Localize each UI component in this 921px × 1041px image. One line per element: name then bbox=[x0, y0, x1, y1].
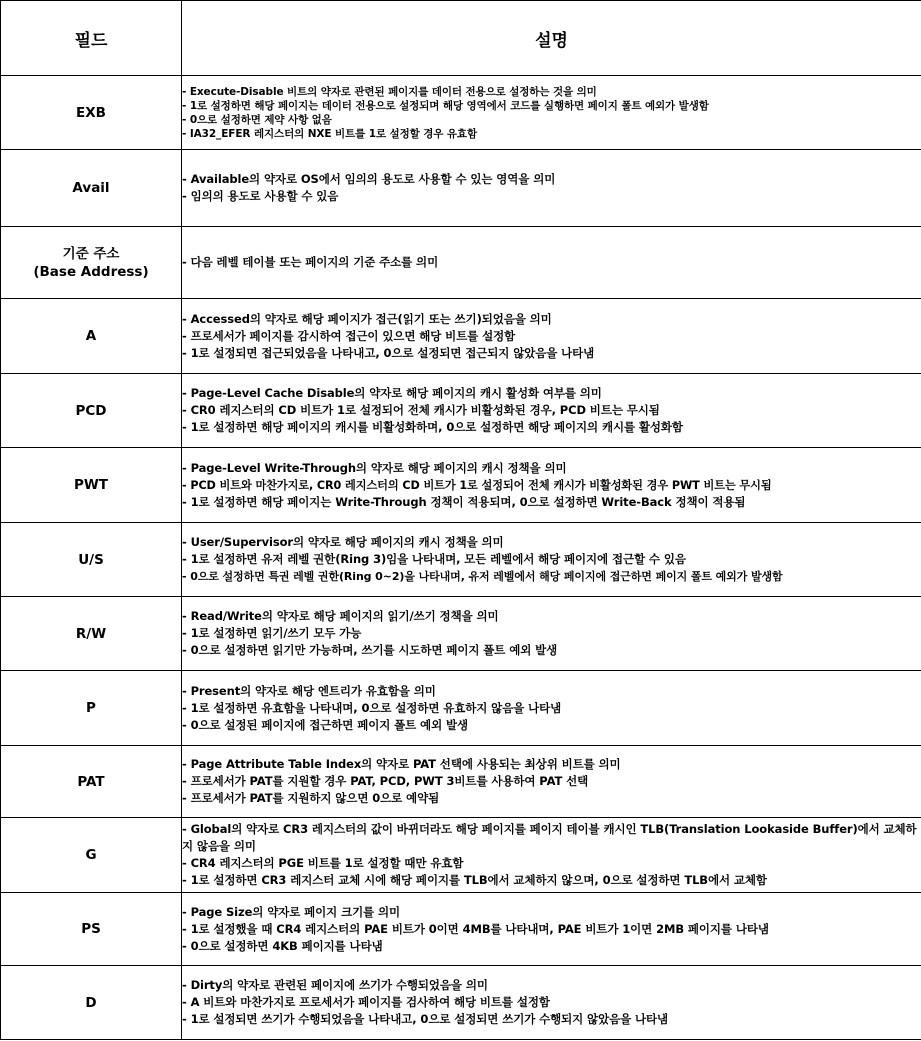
description-line: - 프로세서가 페이지를 감시하여 접근이 있으면 해당 비트를 설정함 bbox=[182, 328, 516, 343]
field-description bbox=[182, 227, 921, 299]
field-description bbox=[182, 746, 921, 818]
field-name-text: PAT bbox=[77, 773, 105, 790]
field-description bbox=[182, 299, 921, 374]
table-row-pat bbox=[1, 746, 921, 818]
table-row-ps bbox=[1, 893, 921, 966]
field-name-text: G bbox=[85, 847, 97, 863]
header-row bbox=[1, 1, 921, 76]
table-row-p bbox=[1, 671, 921, 746]
field-name-text: PWT bbox=[74, 477, 108, 493]
field-description bbox=[182, 523, 921, 597]
field-description bbox=[182, 448, 921, 523]
description-line: - 1로 설정하면 CR3 레지스터 교체 시에 해당 페이지를 TLB에서 교체하지 않으며, 0으로 설정하면 TLB에서 교체함 bbox=[182, 873, 767, 887]
description-line: - Global의 약자로 CR3 레지스터의 값이 바뀌더라도 해당 페이지를 페이지 테이블 캐시인 TLB(Translation Lookaside Buffer)에서 교체하지 않음을 의미 bbox=[182, 822, 917, 853]
field-name bbox=[1, 597, 182, 671]
field-name-text: PS bbox=[81, 921, 101, 937]
description-line: - User/Supervisor의 약자로 해당 페이지의 캐시 정책을 의미 bbox=[182, 535, 504, 549]
description-line: - Execute-Disable 비트의 약자로 관련된 페이지를 데이터 전용으로 설정하는 것을 의미 bbox=[182, 85, 597, 98]
table-row-g bbox=[1, 818, 921, 893]
field-description bbox=[182, 671, 921, 746]
description-line: - 1로 설정되면 접근되었음을 나타내고, 0으로 설정되면 접근되지 않았음을 나타냄 bbox=[182, 345, 595, 360]
header-description: 설명 bbox=[182, 1, 921, 76]
description-line: - 1로 설정되면 쓰기가 수행되었음을 나타내고, 0으로 설정되면 쓰기가 수행되지 않았음을 나타냄 bbox=[182, 1012, 669, 1026]
table-row-avail bbox=[1, 150, 921, 227]
description-line: - IA32_EFER 레지스터의 NXE 비트를 1로 설정할 경우 유효함 bbox=[182, 127, 477, 140]
description-line: - 1로 설정하면 유저 레벨 권한(Ring 3)임을 나타내며, 모든 레벨에서 해당 페이지에 접근할 수 있음 bbox=[182, 552, 686, 566]
field-name bbox=[1, 966, 182, 1040]
description-line: - 0으로 설정하면 특권 레벨 권한(Ring 0~2)을 나타내며, 유저 레벨에서 해당 페이지에 접근하면 페이지 폴트 예외가 발생함 bbox=[182, 570, 783, 583]
field-description bbox=[182, 76, 921, 150]
field-name-text: 기준 주소 bbox=[62, 245, 120, 262]
description-line: - Available의 약자로 OS에서 임의의 용도로 사용할 수 있는 영역을 의미 bbox=[182, 172, 556, 186]
description-line: - 0으로 설정하면 4KB 페이지를 나타냄 bbox=[182, 938, 383, 953]
description-line: - 다음 레벨 테이블 또는 페이지의 기준 주소를 의미 bbox=[182, 255, 439, 269]
description-line: - Page Attribute Table Index의 약자로 PAT 선택에 사용되는 최상위 비트를 의미 bbox=[182, 757, 621, 771]
table-row-us bbox=[1, 523, 921, 597]
field-name bbox=[1, 893, 182, 966]
field-name-subtext: (Base Address) bbox=[33, 263, 149, 280]
description-line: - 0으로 설정하면 읽기만 가능하며, 쓰기를 시도하면 페이지 폴트 예외 발생 bbox=[182, 643, 558, 657]
field-name bbox=[1, 374, 182, 448]
description-line: - CR0 레지스터의 CD 비트가 1로 설정되어 전체 캐시가 비활성화된 경우, PCD 비트는 무시됨 bbox=[182, 403, 660, 417]
field-description bbox=[182, 150, 921, 227]
field-name bbox=[1, 299, 182, 374]
description-line: - CR4 레지스터의 PGE 비트를 1로 설정할 때만 유효함 bbox=[182, 856, 464, 870]
table-row-pwt bbox=[1, 448, 921, 523]
field-name-text: D bbox=[85, 994, 97, 1011]
field-name-text: A bbox=[85, 328, 97, 344]
field-name bbox=[1, 448, 182, 523]
description-line: - Present의 약자로 해당 엔트리가 유효함을 의미 bbox=[182, 683, 436, 698]
field-name bbox=[1, 76, 182, 150]
table-row-base-address bbox=[1, 227, 921, 299]
description-line: - 0으로 설정된 페이지에 접근하면 페이지 폴트 예외 발생 bbox=[182, 717, 468, 732]
field-name-text: R/W bbox=[75, 625, 107, 642]
description-line: - 1로 설정하면 유효함을 나타내며, 0으로 설정하면 유효하지 않음을 나타냄 bbox=[182, 700, 562, 715]
description-line: - 프로세서가 PAT를 지원할 경우 PAT, PCD, PWT 3비트를 사용하여 PAT 선택 bbox=[182, 774, 589, 788]
description-line: - 1로 설정했을 때 CR4 레지스터의 PAE 비트가 0이면 4MB를 나타내며, PAE 비트가 1이면 2MB 페이지를 나타냄 bbox=[182, 921, 769, 936]
table-row-rw bbox=[1, 597, 921, 671]
field-description bbox=[182, 818, 921, 893]
table-row-exb bbox=[1, 76, 921, 150]
field-name-text: EXB bbox=[76, 104, 106, 121]
description-line: - 1로 설정하면 읽기/쓰기 모두 가능 bbox=[182, 626, 362, 640]
description-line: - Read/Write의 약자로 해당 페이지의 읽기/쓰기 정책을 의미 bbox=[182, 609, 499, 623]
description-line: - Page-Level Write-Through의 약자로 해당 페이지의 캐시 정책을 의미 bbox=[182, 460, 567, 475]
description-line: - 1로 설정하면 해당 페이지는 Write-Through 정책이 적용되며, 0으로 설정하면 Write-Back 정책이 적용됨 bbox=[182, 494, 746, 509]
description-line: - Page Size의 약자로 페이지 크기를 의미 bbox=[182, 904, 401, 919]
description-line: - Page-Level Cache Disable의 약자로 해당 페이지의 캐시 활성화 여부를 의미 bbox=[182, 386, 602, 400]
description-line: - Dirty의 약자로 관련된 페이지에 쓰기가 수행되었음을 의미 bbox=[182, 978, 488, 992]
field-name bbox=[1, 818, 182, 893]
field-name bbox=[1, 150, 182, 227]
field-name bbox=[1, 746, 182, 818]
field-name bbox=[1, 671, 182, 746]
field-name-text: PCD bbox=[75, 402, 107, 419]
description-line: - PCD 비트와 마찬가지로, CR0 레지스터의 CD 비트가 1로 설정되어 전체 캐시가 비활성화된 경우 PWT 비트는 무시됨 bbox=[182, 478, 772, 492]
field-description bbox=[182, 597, 921, 671]
field-description bbox=[182, 893, 921, 966]
description-line: - 1로 설정하면 해당 페이지는 데이터 전용으로 설정되며 해당 영역에서 코드를 실행하면 페이지 폴트 예외가 발생함 bbox=[182, 99, 709, 112]
description-line: - A 비트와 마찬가지로 프로세서가 페이지를 검사하여 해당 비트를 설정함 bbox=[182, 995, 550, 1009]
table-row-d bbox=[1, 966, 921, 1040]
description-line: - 1로 설정하면 해당 페이지의 캐시를 비활성화하며, 0으로 설정하면 해당 페이지의 캐시를 활성화함 bbox=[182, 420, 683, 434]
field-name bbox=[1, 523, 182, 597]
field-description bbox=[182, 966, 921, 1040]
description-line: - 프로세서가 PAT를 지원하지 않으면 0으로 예약됨 bbox=[182, 791, 440, 805]
field-name bbox=[1, 227, 182, 299]
field-name-text: P bbox=[86, 700, 96, 716]
description-line: - Accessed의 약자로 해당 페이지가 접근(읽기 또는 쓰기)되었음을 의미 bbox=[182, 311, 552, 326]
field-name-text: U/S bbox=[78, 551, 104, 568]
description-line: - 0으로 설정하면 제약 사항 없음 bbox=[182, 113, 332, 126]
field-description bbox=[182, 374, 921, 448]
table-row-a bbox=[1, 299, 921, 374]
table-row-pcd bbox=[1, 374, 921, 448]
field-name-text: Avail bbox=[72, 180, 110, 196]
description-line: - 임의의 용도로 사용할 수 있음 bbox=[182, 189, 339, 203]
header-field: 필드 bbox=[1, 1, 182, 76]
